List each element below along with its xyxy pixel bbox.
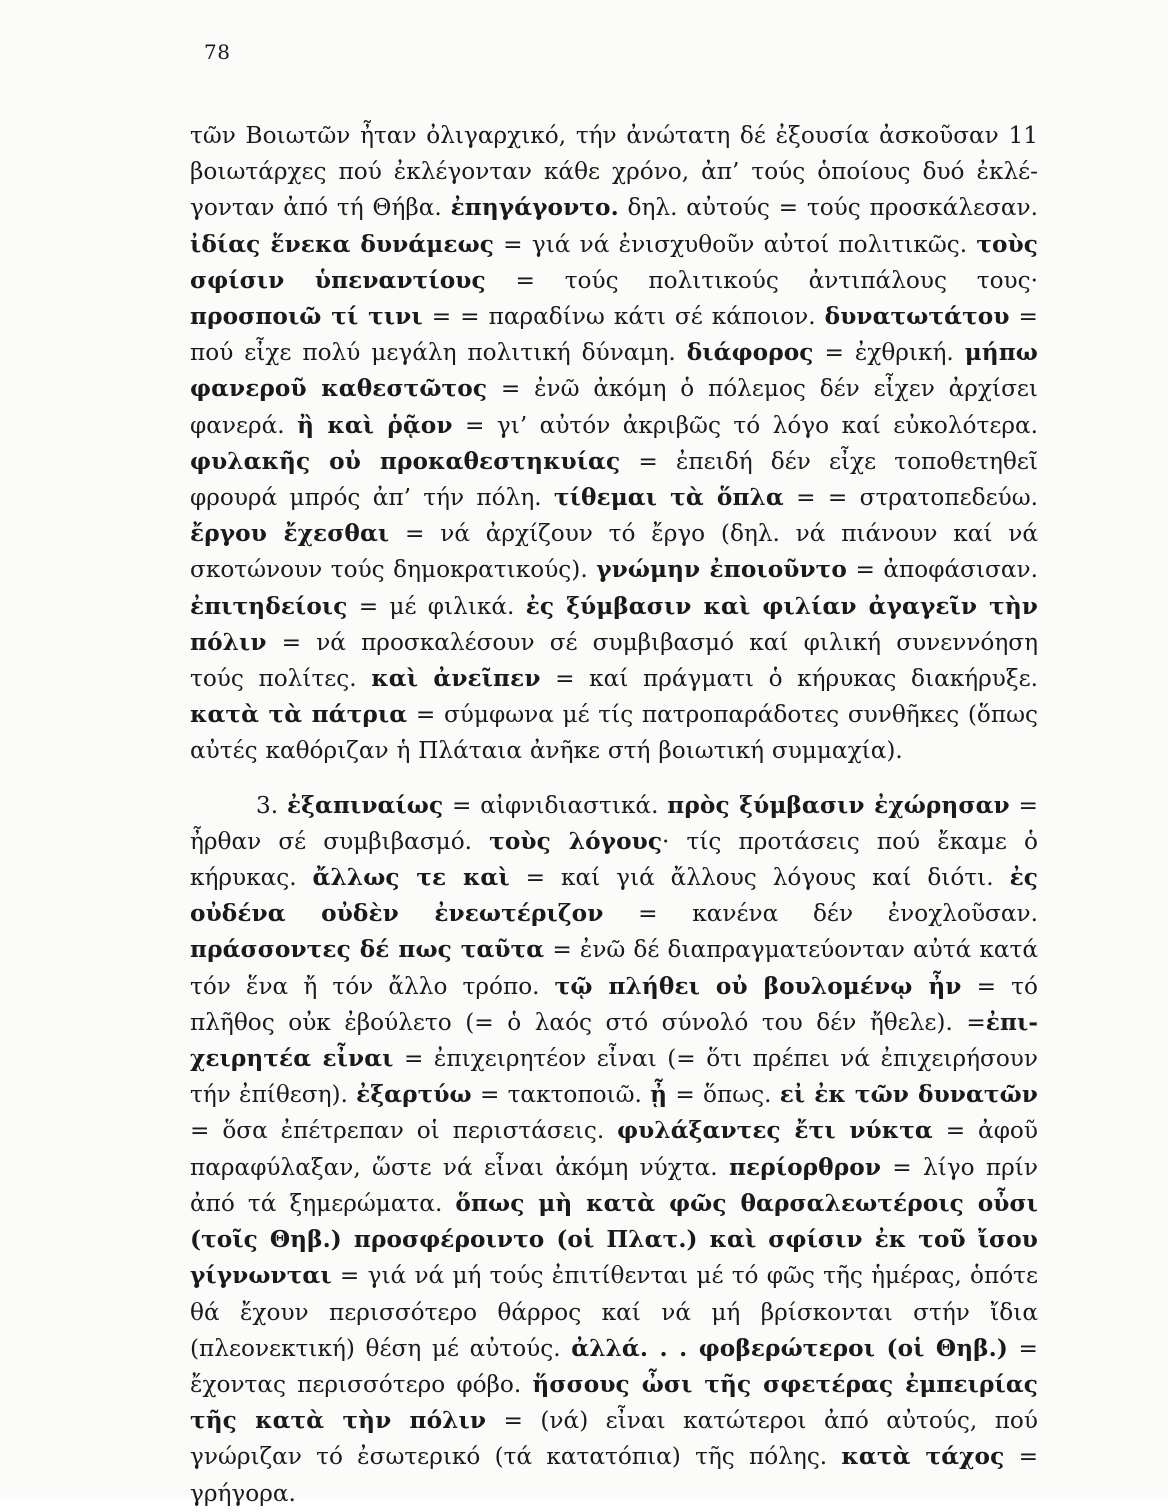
gloss-text: = ὅπως. bbox=[667, 1081, 780, 1109]
gloss-text: = ἦρθαν σέ συμβιβασμό. bbox=[190, 791, 1038, 855]
gloss-text: δηλ. αὐτούς = τούς προσκάλεσαν. bbox=[618, 194, 1038, 222]
gloss-text: = τό πλῆθος οὐκ ἐβούλετο (= ὁ λαός στό σύνολό του δέν ἤθελε). = bbox=[190, 972, 1038, 1036]
gloss-text: = ἐπιχειρητέον εἶναι (= ὅτι πρέπει νά ἐπιχειρήσουν τήν ἐπίθεση). bbox=[190, 1045, 1038, 1109]
lemma-term: ἐς οὐδένα οὐδὲν ἐνεωτέριζον bbox=[190, 864, 1038, 928]
lemma-term: φυλακῆς οὐ προκαθεστηκυίας bbox=[190, 447, 621, 475]
gloss-text: = = παραδίνω κάτι σέ κάποιον. bbox=[422, 303, 825, 331]
gloss-text: τῶν Βοιωτῶν ἦταν ὀλιγαρχικό, τήν ἀνώτατη δέ ἐξουσία ἀσκοῦσαν 11 βοιωτάρχες πού ἐκλέγονταν κάθε χρόνο, ἀπ’ τούς ὁποίους δυό ἐκλέγονταν ἀπό τή Θήβα. bbox=[190, 122, 1038, 222]
lemma-term: ἐξαπιναίως bbox=[286, 791, 444, 819]
gloss-text: = σύμφωνα μέ τίς πατροπαράδοτες συνθῆκες (ὅπως αὐτές καθόριζαν ἡ Πλάταια ἀνῆκε στή βοιωτική συμμαχία). bbox=[190, 701, 1038, 765]
gloss-text: = τούς πολιτικούς ἀντιπάλους τους· bbox=[485, 266, 1038, 294]
lemma-term: καὶ ἀνεῖπεν bbox=[371, 665, 541, 693]
lemma-term: ἐπιτηδείοις bbox=[190, 592, 348, 620]
lemma-term: πράσσοντες δέ πως ταῦτα bbox=[190, 936, 545, 964]
gloss-text: = νά ἀρχίζουν τό ἔργο (δηλ. νά πιάνουν καί νά σκοτώνουν τούς δημοκρατικούς). bbox=[190, 520, 1038, 584]
paragraph bbox=[190, 118, 1038, 770]
gloss-text: = καί πράγματι ὁ κήρυκας διακήρυξε. bbox=[540, 665, 1038, 693]
gloss-text: = κανένα δέν ἐνοχλοῦσαν. bbox=[603, 900, 1038, 928]
gloss-text: = ἀποφάσισαν. bbox=[846, 556, 1039, 584]
gloss-text: = καί γιά ἄλλους λόγους καί διότι. bbox=[509, 864, 1010, 892]
lemma-term: ὅπως μὴ κατὰ φῶς θαρσαλεωτέροις οὖσι (τοῖς Θηβ.) προσφέροιντο (οἱ Πλατ.) καὶ σφίσιν ἐκ τοῦ ἴσου γίγνωνται bbox=[190, 1189, 1038, 1290]
gloss-text: = = στρατοπεδεύω. bbox=[783, 484, 1038, 512]
lemma-term: τοὺς σφίσιν ὑπεναντίους bbox=[190, 230, 1038, 294]
gloss-text: = (νά) εἶναι κατώτεροι ἀπό αὐτούς, πού γνώριζαν τό ἐσωτερικό (τά κατατόπια) τῆς πόλης. bbox=[190, 1407, 1038, 1471]
gloss-text: = ἐνῶ ἀκόμη ὁ πόλεμος δέν εἶχεν ἀρχίσει φανερά. bbox=[190, 375, 1038, 439]
lemma-term: φυλάξαντες ἔτι νύκτα bbox=[617, 1117, 933, 1145]
lemma-term: κατὰ τὰ πάτρια bbox=[190, 701, 408, 729]
lemma-term: ἢ καὶ ῥᾷον bbox=[297, 411, 453, 439]
lemma-term: δυνατωτάτου bbox=[824, 303, 1010, 331]
gloss-text: = πού εἶχε πολύ μεγάλη πολιτική δύναμη. bbox=[190, 303, 1038, 367]
lemma-term: ἔργου ἔχεσθαι bbox=[190, 520, 390, 548]
gloss-text: = ἐπειδή δέν εἶχε τοποθετηθεῖ φρουρά μπρός ἀπ’ τήν πόλη. bbox=[190, 447, 1038, 512]
gloss-text: = τακτοποιῶ. bbox=[471, 1081, 651, 1109]
commentary-text bbox=[190, 118, 1038, 1512]
gloss-text: = γι’ αὐτόν ἀκριβῶς τό λόγο καί εὐκολότερα. bbox=[452, 411, 1038, 439]
gloss-text: = γρήγορα. bbox=[190, 1443, 1038, 1507]
lemma-term: μήπω φανεροῦ καθεστῶτος bbox=[190, 339, 1038, 403]
lemma-term: ᾖ bbox=[650, 1081, 668, 1109]
gloss-text: = γιά νά μή τούς ἐπιτίθενται μέ τό φῶς τῆς ἡμέρας, ὁπότε θά ἔχουν περισσότερο θάρρος καί νά μή βρίσκονται στήν ἴδια (πλεονεκτική) θέση μέ αὐτούς. bbox=[190, 1262, 1038, 1362]
lemma-term: ἐπιχειρητέα εἶναι bbox=[190, 1008, 1038, 1073]
page-number: 78 bbox=[204, 40, 231, 64]
lemma-term: τοὺς λόγους bbox=[489, 827, 663, 855]
gloss-text: = ἔχοντας περισσότερο φόβο. bbox=[190, 1334, 1038, 1398]
lemma-term: διάφορος bbox=[686, 339, 814, 367]
lemma-term: προσποιῶ τί τινι bbox=[190, 303, 423, 331]
lemma-term: ἐς ξύμβασιν καὶ φιλίαν ἀγαγεῖν τὴν πόλιν bbox=[190, 592, 1038, 656]
gloss-text: = γιά νά ἐνισχυθοῦν αὐτοί πολιτικῶς. bbox=[493, 230, 977, 258]
gloss-text: = ὅσα ἐπέτρεπαν οἱ περιστάσεις. bbox=[190, 1117, 618, 1145]
gloss-text: 3. bbox=[256, 791, 287, 819]
lemma-term: γνώμην ἐποιοῦντο bbox=[596, 556, 847, 584]
lemma-term: περίορθρον bbox=[728, 1153, 882, 1181]
lemma-term: ἐξαρτύω bbox=[356, 1081, 472, 1109]
gloss-text: · τίς προτάσεις πού ἔκαμε ὁ κήρυκας. bbox=[190, 827, 1038, 892]
paragraph bbox=[190, 788, 1038, 1512]
lemma-term: πρὸς ξύμβασιν ἐχώρησαν bbox=[667, 791, 1010, 819]
lemma-term: ἐπηγάγοντο. bbox=[450, 194, 619, 222]
gloss-text: = μέ φιλικά. bbox=[347, 592, 526, 620]
gloss-text: = ἀφοῦ παραφύλαξαν, ὥστε νά εἶναι ἀκόμη νύχτα. bbox=[190, 1117, 1038, 1181]
gloss-text: = λίγο πρίν ἀπό τά ξημερώματα. bbox=[190, 1153, 1038, 1217]
gloss-text: = ἐχθρική. bbox=[813, 339, 965, 367]
lemma-term: ἰδίας ἕνεκα δυνάμεως bbox=[190, 230, 494, 258]
lemma-term: κατὰ τάχος bbox=[841, 1443, 1005, 1471]
lemma-term: τῷ πλήθει οὐ βουλομένῳ ἦν bbox=[554, 972, 962, 1000]
lemma-term: ἥσσους ὦσι τῆς σφετέρας ἐμπειρίας τῆς κατὰ τὴν πόλιν bbox=[190, 1370, 1039, 1435]
lemma-term: τίθεμαι τὰ ὅπλα bbox=[553, 484, 784, 512]
gloss-text: = νά προσκαλέσουν σέ συμβιβασμό καί φιλική συνεννόηση τούς πολίτες. bbox=[190, 628, 1038, 693]
gloss-text: = ἐνῶ δέ διαπραγματεύονταν αὐτά κατά τόν ἕνα ἤ τόν ἄλλο τρόπο. bbox=[190, 936, 1038, 1000]
lemma-term: εἰ ἐκ τῶν δυνατῶν bbox=[779, 1081, 1038, 1109]
lemma-term: ἀλλά. . . φοβερώτεροι (οἱ Θηβ.) bbox=[571, 1334, 1008, 1362]
gloss-text: = αἰφνιδιαστικά. bbox=[443, 791, 668, 819]
lemma-term: ἄλλως τε καὶ bbox=[312, 864, 510, 892]
